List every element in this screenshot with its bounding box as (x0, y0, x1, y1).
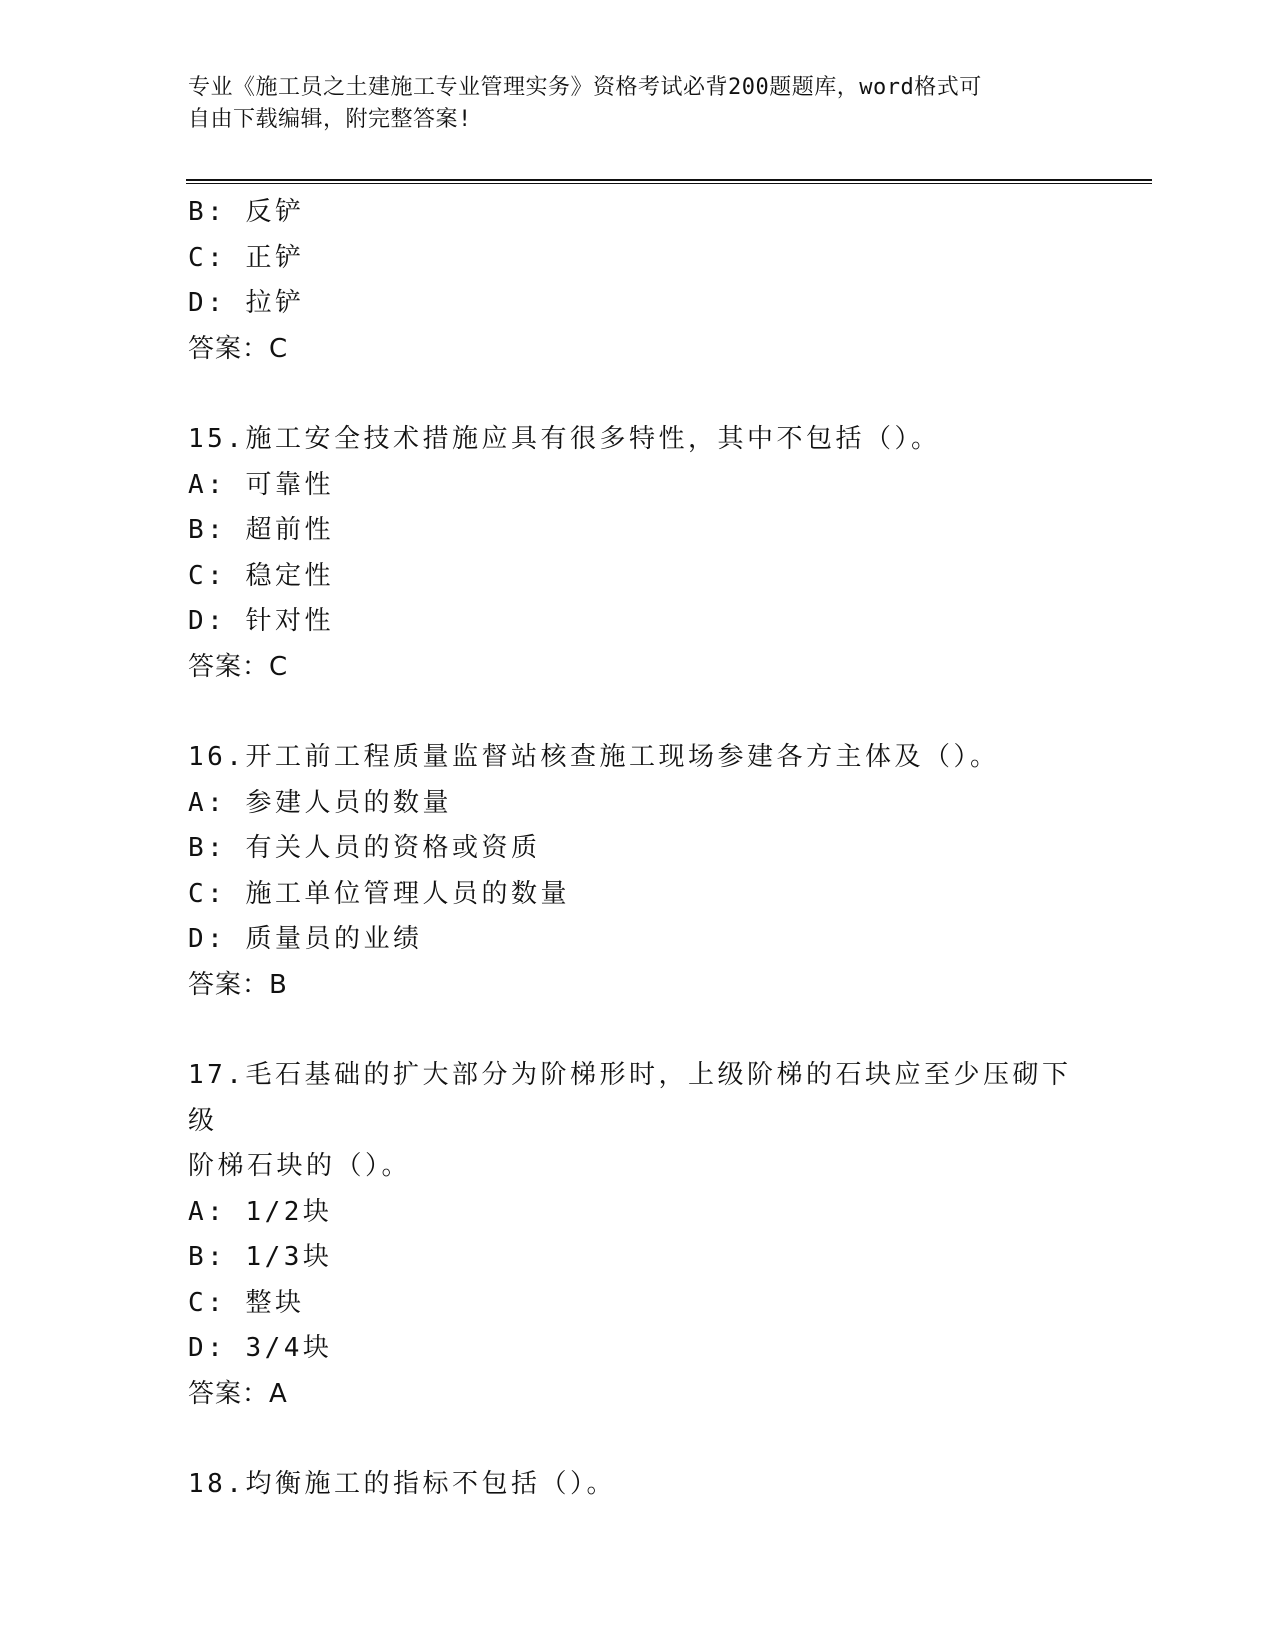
question-18 (188, 1462, 1088, 1508)
question-stem-line-1: 17.毛石基础的扩大部分为阶梯形时，上级阶梯的石块应至少压砌下级 (188, 1060, 1072, 1136)
option-b: B: 1/3块 (188, 1242, 333, 1272)
question-14-tail (188, 190, 1088, 372)
option-b: B: 有关人员的资格或资质 (188, 833, 541, 863)
option-d: D: 针对性 (188, 606, 334, 636)
spacer (188, 1008, 1088, 1053)
answer: 答案：C (188, 651, 289, 682)
option-a: A: 参建人员的数量 (188, 787, 452, 818)
option-c: C: 稳定性 (188, 560, 334, 591)
option-c: C: 施工单位管理人员的数量 (188, 878, 570, 909)
option-c: C: 正铲 (188, 242, 305, 273)
answer: 答案：A (188, 1378, 288, 1409)
question-list (188, 190, 1088, 1508)
option-b: B: 反铲 (188, 197, 305, 227)
spacer (188, 1417, 1088, 1462)
question-stem-line-2: 阶梯石块的（）。 (188, 1151, 412, 1181)
header-rule-thin (186, 183, 1152, 184)
question-15 (188, 417, 1088, 690)
question-17 (188, 1053, 1088, 1417)
question-16 (188, 735, 1088, 1008)
header-line-2: 自由下载编辑，附完整答案! (188, 107, 472, 132)
question-stem: 15.施工安全技术措施应具有很多特性，其中不包括（）。 (188, 424, 941, 454)
option-a: A: 可靠性 (188, 469, 334, 500)
document-header (188, 72, 1088, 136)
header-rule-thick (186, 179, 1152, 181)
spacer (188, 690, 1088, 735)
header-line-1: 专业《施工员之土建施工专业管理实务》资格考试必背200题题库，word格式可 (188, 75, 982, 100)
spacer (188, 372, 1088, 417)
option-d: D: 拉铲 (188, 288, 305, 318)
answer: 答案：C (188, 333, 289, 364)
answer: 答案：B (188, 969, 288, 1000)
option-a: A: 1/2块 (188, 1196, 333, 1227)
option-d: D: 质量员的业绩 (188, 924, 423, 954)
option-b: B: 超前性 (188, 515, 334, 545)
option-d: D: 3/4块 (188, 1333, 333, 1363)
question-stem: 18.均衡施工的指标不包括（）。 (188, 1469, 616, 1499)
option-c: C: 整块 (188, 1287, 305, 1318)
question-stem: 16.开工前工程质量监督站核查施工现场参建各方主体及（）。 (188, 742, 1000, 772)
